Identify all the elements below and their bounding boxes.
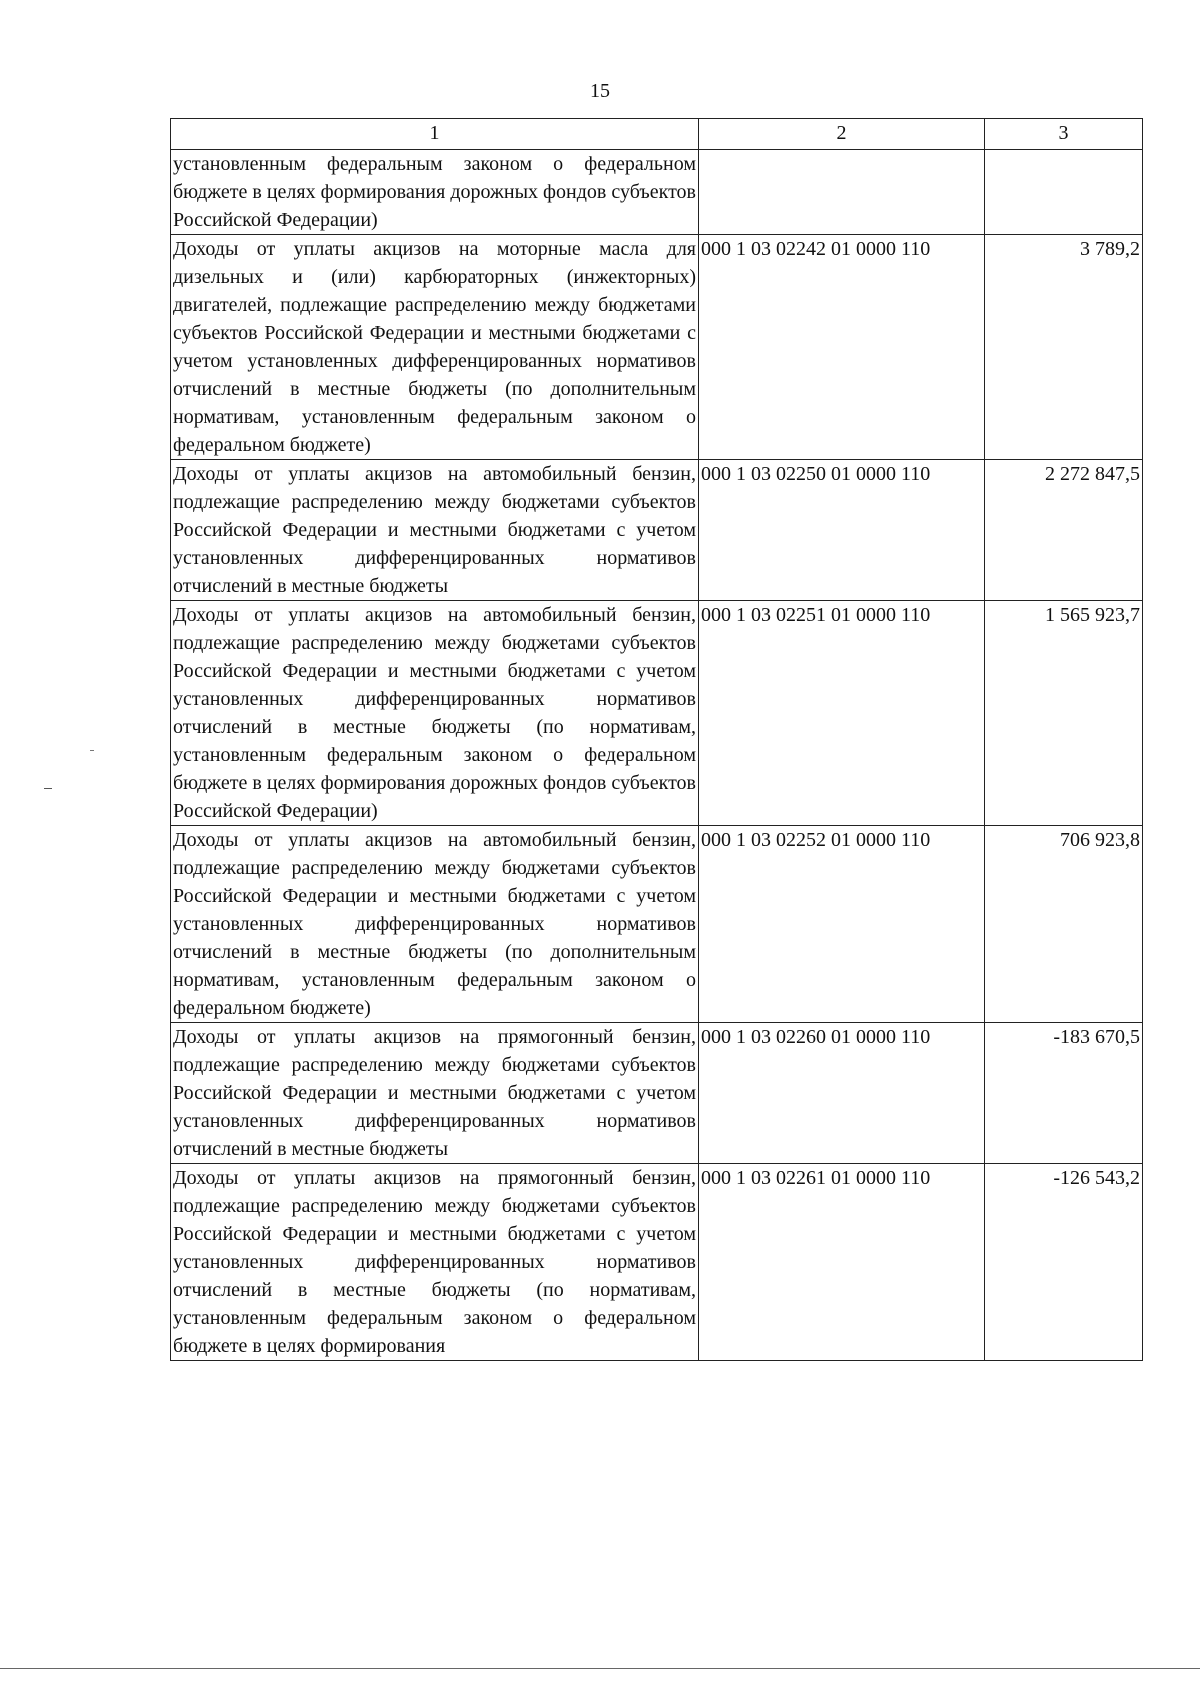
table-row [171,1023,1143,1164]
revenue-table [170,118,1143,1361]
row-amount [985,150,1143,235]
scan-artifact-mark [44,788,52,789]
scan-artifact-mark [90,750,94,751]
table-header-row [171,119,1143,150]
table-row [171,235,1143,460]
row-description: Доходы от уплаты акцизов на автомобильный бензин, подлежащие распределению между бюджетами субъектов Российской Федерации и местными бюджетами с учетом установленных дифференцированных нормативов отчислений в местные бюджеты (по нормативам, установленным федеральным законом о федеральном бюджете в целях формирования дорожных фондов субъектов Российской Федерации) [171,601,699,826]
page-number: 15 [590,80,610,102]
row-code: 000 1 03 02252 01 0000 110 [699,826,985,1023]
row-description: Доходы от уплаты акцизов на прямогонный бензин, подлежащие распределению между бюджетами субъектов Российской Федерации и местными бюджетами с учетом установленных дифференцированных нормативов отчислений в местные бюджеты [171,1023,699,1164]
row-code: 000 1 03 02251 01 0000 110 [699,601,985,826]
row-description: установленным федеральным законом о федеральном бюджете в целях формирования дорожных фондов субъектов Российской Федерации) [171,150,699,235]
page-bottom-rule [0,1668,1200,1669]
row-description: Доходы от уплаты акцизов на автомобильный бензин, подлежащие распределению между бюджетами субъектов Российской Федерации и местными бюджетами с учетом установленных дифференцированных нормативов отчислений в местные бюджеты (по дополнительным нормативам, установленным федеральным законом о федеральном бюджете) [171,826,699,1023]
table-row [171,150,1143,235]
table-row [171,460,1143,601]
row-code: 000 1 03 02260 01 0000 110 [699,1023,985,1164]
row-code: 000 1 03 02250 01 0000 110 [699,460,985,601]
row-description: Доходы от уплаты акцизов на прямогонный бензин, подлежащие распределению между бюджетами субъектов Российской Федерации и местными бюджетами с учетом установленных дифференцированных нормативов отчислений в местные бюджеты (по нормативам, установленным федеральным законом о федеральном бюджете в целях формирования [171,1164,699,1361]
row-amount: -126 543,2 [985,1164,1143,1361]
table-row [171,826,1143,1023]
row-code: 000 1 03 02261 01 0000 110 [699,1164,985,1361]
row-amount: 2 272 847,5 [985,460,1143,601]
row-code: 000 1 03 02242 01 0000 110 [699,235,985,460]
row-amount: 1 565 923,7 [985,601,1143,826]
table-row [171,1164,1143,1361]
row-code [699,150,985,235]
row-amount: 706 923,8 [985,826,1143,1023]
column-header-3: 3 [985,119,1143,150]
table-row [171,601,1143,826]
row-description: Доходы от уплаты акцизов на моторные масла для дизельных и (или) карбюраторных (инжекторных) двигателей, подлежащие распределению между бюджетами субъектов Российской Федерации и местными бюджетами с учетом установленных дифференцированных нормативов отчислений в местные бюджеты (по дополнительным нормативам, установленным федеральным законом о федеральном бюджете) [171,235,699,460]
row-amount: 3 789,2 [985,235,1143,460]
row-description: Доходы от уплаты акцизов на автомобильный бензин, подлежащие распределению между бюджетами субъектов Российской Федерации и местными бюджетами с учетом установленных дифференцированных нормативов отчислений в местные бюджеты [171,460,699,601]
column-header-2: 2 [699,119,985,150]
column-header-1: 1 [171,119,699,150]
row-amount: -183 670,5 [985,1023,1143,1164]
